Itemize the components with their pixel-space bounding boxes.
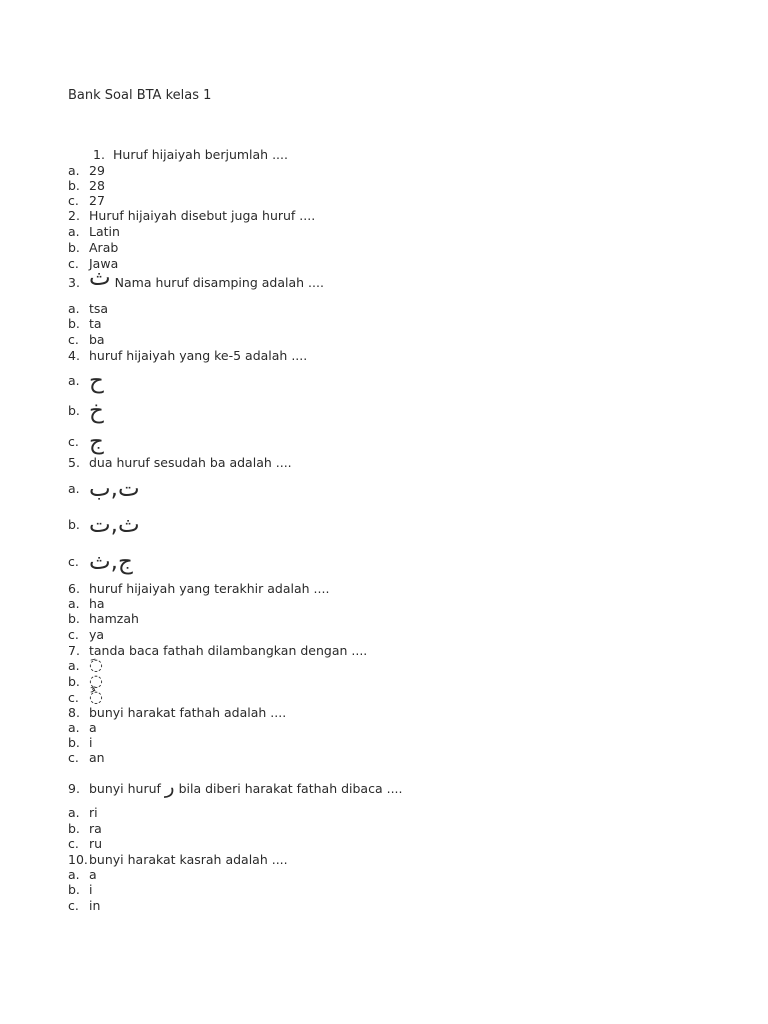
option-marker: a. bbox=[68, 867, 80, 882]
option-text: in bbox=[89, 898, 101, 913]
kasrah-mark: ◌ِ bbox=[89, 671, 103, 690]
q6-option-c bbox=[68, 627, 104, 642]
option-text: i bbox=[89, 735, 93, 750]
option-text: tsa bbox=[89, 301, 109, 316]
option-marker: b. bbox=[68, 611, 80, 626]
option-marker: a. bbox=[68, 805, 80, 820]
option-text: i bbox=[89, 882, 93, 897]
q6-option-a bbox=[68, 596, 105, 611]
option-text: Jawa bbox=[89, 256, 119, 271]
option-marker: c. bbox=[68, 193, 79, 208]
option-text: ru bbox=[89, 836, 103, 851]
question-text: Nama huruf disamping adalah .... bbox=[114, 275, 324, 290]
question-number: 8. bbox=[68, 705, 80, 720]
question-number: 7. bbox=[68, 643, 80, 658]
fathah-mark: ◌َ bbox=[89, 655, 103, 674]
question-number: 5. bbox=[68, 455, 80, 470]
option-marker: c. bbox=[68, 898, 79, 913]
arabic-letter-ra: ر bbox=[164, 774, 175, 798]
question-text: huruf hijaiyah yang terakhir adalah .... bbox=[89, 581, 330, 596]
option-marker: c. bbox=[68, 690, 79, 705]
option-marker: c. bbox=[68, 256, 79, 271]
option-marker: a. bbox=[68, 481, 80, 496]
option-marker: a. bbox=[68, 720, 80, 735]
q4-option-b bbox=[68, 400, 104, 423]
question-number: 10. bbox=[68, 852, 88, 867]
q5-option-a bbox=[68, 478, 140, 501]
option-marker: b. bbox=[68, 403, 80, 418]
q1-option-a bbox=[68, 163, 105, 178]
option-marker: c. bbox=[68, 627, 79, 642]
option-marker: b. bbox=[68, 674, 80, 689]
option-text: ya bbox=[89, 627, 105, 642]
question-2 bbox=[68, 208, 315, 223]
option-text: ha bbox=[89, 596, 105, 611]
q8-option-a bbox=[68, 720, 97, 735]
arabic-letters-option: ث,ت bbox=[89, 512, 140, 538]
q4-option-c bbox=[68, 431, 104, 454]
option-text: a bbox=[89, 720, 97, 735]
option-text: an bbox=[89, 750, 105, 765]
q10-option-b bbox=[68, 882, 92, 897]
option-marker: c. bbox=[68, 836, 79, 851]
question-text: huruf hijaiyah yang ke-5 adalah .... bbox=[89, 348, 308, 363]
option-marker: b. bbox=[68, 178, 80, 193]
q5-option-c bbox=[68, 551, 133, 574]
question-8 bbox=[68, 705, 286, 720]
q5-option-b bbox=[68, 514, 140, 537]
question-7 bbox=[68, 643, 367, 658]
option-marker: b. bbox=[68, 316, 80, 331]
q3-option-a bbox=[68, 301, 108, 316]
option-text: 27 bbox=[89, 193, 105, 208]
arabic-letters-option: ت,ب bbox=[89, 476, 140, 502]
arabic-letter-option: خ bbox=[89, 398, 104, 424]
question-5 bbox=[68, 455, 292, 470]
q6-option-b bbox=[68, 611, 139, 626]
option-marker: b. bbox=[68, 882, 80, 897]
option-marker: b. bbox=[68, 517, 80, 532]
question-6 bbox=[68, 581, 329, 596]
option-text: ta bbox=[89, 316, 102, 331]
arabic-letter-option: ح bbox=[89, 368, 104, 394]
option-marker: c. bbox=[68, 434, 79, 449]
dhammah-mark: ◌ُ bbox=[89, 687, 103, 706]
option-text: Arab bbox=[89, 240, 119, 255]
question-number: 3. bbox=[68, 275, 80, 290]
option-marker: c. bbox=[68, 554, 79, 569]
arabic-letter-option: ج bbox=[89, 429, 104, 455]
option-text: ra bbox=[89, 821, 102, 836]
q3-option-c bbox=[68, 332, 105, 347]
question-text-before: bunyi huruf bbox=[89, 781, 161, 796]
question-3 bbox=[68, 265, 324, 291]
question-number: 9. bbox=[68, 781, 80, 796]
option-text: ba bbox=[89, 332, 105, 347]
option-text: ri bbox=[89, 805, 98, 820]
q4-option-a bbox=[68, 370, 104, 393]
option-text: 29 bbox=[89, 163, 105, 178]
option-marker: a. bbox=[68, 596, 80, 611]
question-text: Huruf hijaiyah berjumlah .... bbox=[113, 147, 288, 162]
option-marker: a. bbox=[68, 373, 80, 388]
arabic-letters-option: ج,ث bbox=[89, 549, 133, 575]
page-title: Bank Soal BTA kelas 1 bbox=[68, 88, 212, 103]
question-number: 6. bbox=[68, 581, 80, 596]
option-text: 28 bbox=[89, 178, 105, 193]
q1-option-c bbox=[68, 193, 105, 208]
q9-option-c bbox=[68, 836, 102, 851]
q8-option-c bbox=[68, 750, 105, 765]
question-number: 2. bbox=[68, 208, 80, 223]
question-1 bbox=[93, 147, 288, 162]
q7-option-c bbox=[68, 689, 103, 705]
q1-option-b bbox=[68, 178, 105, 193]
q2-option-a bbox=[68, 224, 120, 239]
q10-option-a bbox=[68, 867, 97, 882]
question-text-after: bila diberi harakat fathah dibaca .... bbox=[178, 781, 403, 796]
option-marker: c. bbox=[68, 750, 79, 765]
option-marker: b. bbox=[68, 735, 80, 750]
question-number: 1. bbox=[93, 147, 105, 162]
q9-option-a bbox=[68, 805, 98, 820]
arabic-letter-tsa: ث bbox=[89, 265, 111, 291]
question-text: bunyi harakat fathah adalah .... bbox=[89, 705, 287, 720]
option-marker: b. bbox=[68, 821, 80, 836]
question-9 bbox=[68, 774, 403, 798]
question-text: bunyi harakat kasrah adalah .... bbox=[89, 852, 288, 867]
question-text: tanda baca fathah dilambangkan dengan .... bbox=[89, 643, 368, 658]
question-10 bbox=[68, 852, 288, 867]
option-marker: c. bbox=[68, 332, 79, 347]
option-text: hamzah bbox=[89, 611, 139, 626]
option-marker: a. bbox=[68, 658, 80, 673]
question-text: dua huruf sesudah ba adalah .... bbox=[89, 455, 292, 470]
q10-option-c bbox=[68, 898, 100, 913]
question-number: 4. bbox=[68, 348, 80, 363]
question-4 bbox=[68, 348, 307, 363]
q8-option-b bbox=[68, 735, 92, 750]
question-text: Huruf hijaiyah disebut juga huruf .... bbox=[89, 208, 316, 223]
option-marker: b. bbox=[68, 240, 80, 255]
option-marker: a. bbox=[68, 224, 80, 239]
q9-option-b bbox=[68, 821, 102, 836]
q2-option-b bbox=[68, 240, 118, 255]
option-text: Latin bbox=[89, 224, 120, 239]
option-text: a bbox=[89, 867, 97, 882]
option-marker: a. bbox=[68, 163, 80, 178]
option-marker: a. bbox=[68, 301, 80, 316]
q3-option-b bbox=[68, 316, 102, 331]
